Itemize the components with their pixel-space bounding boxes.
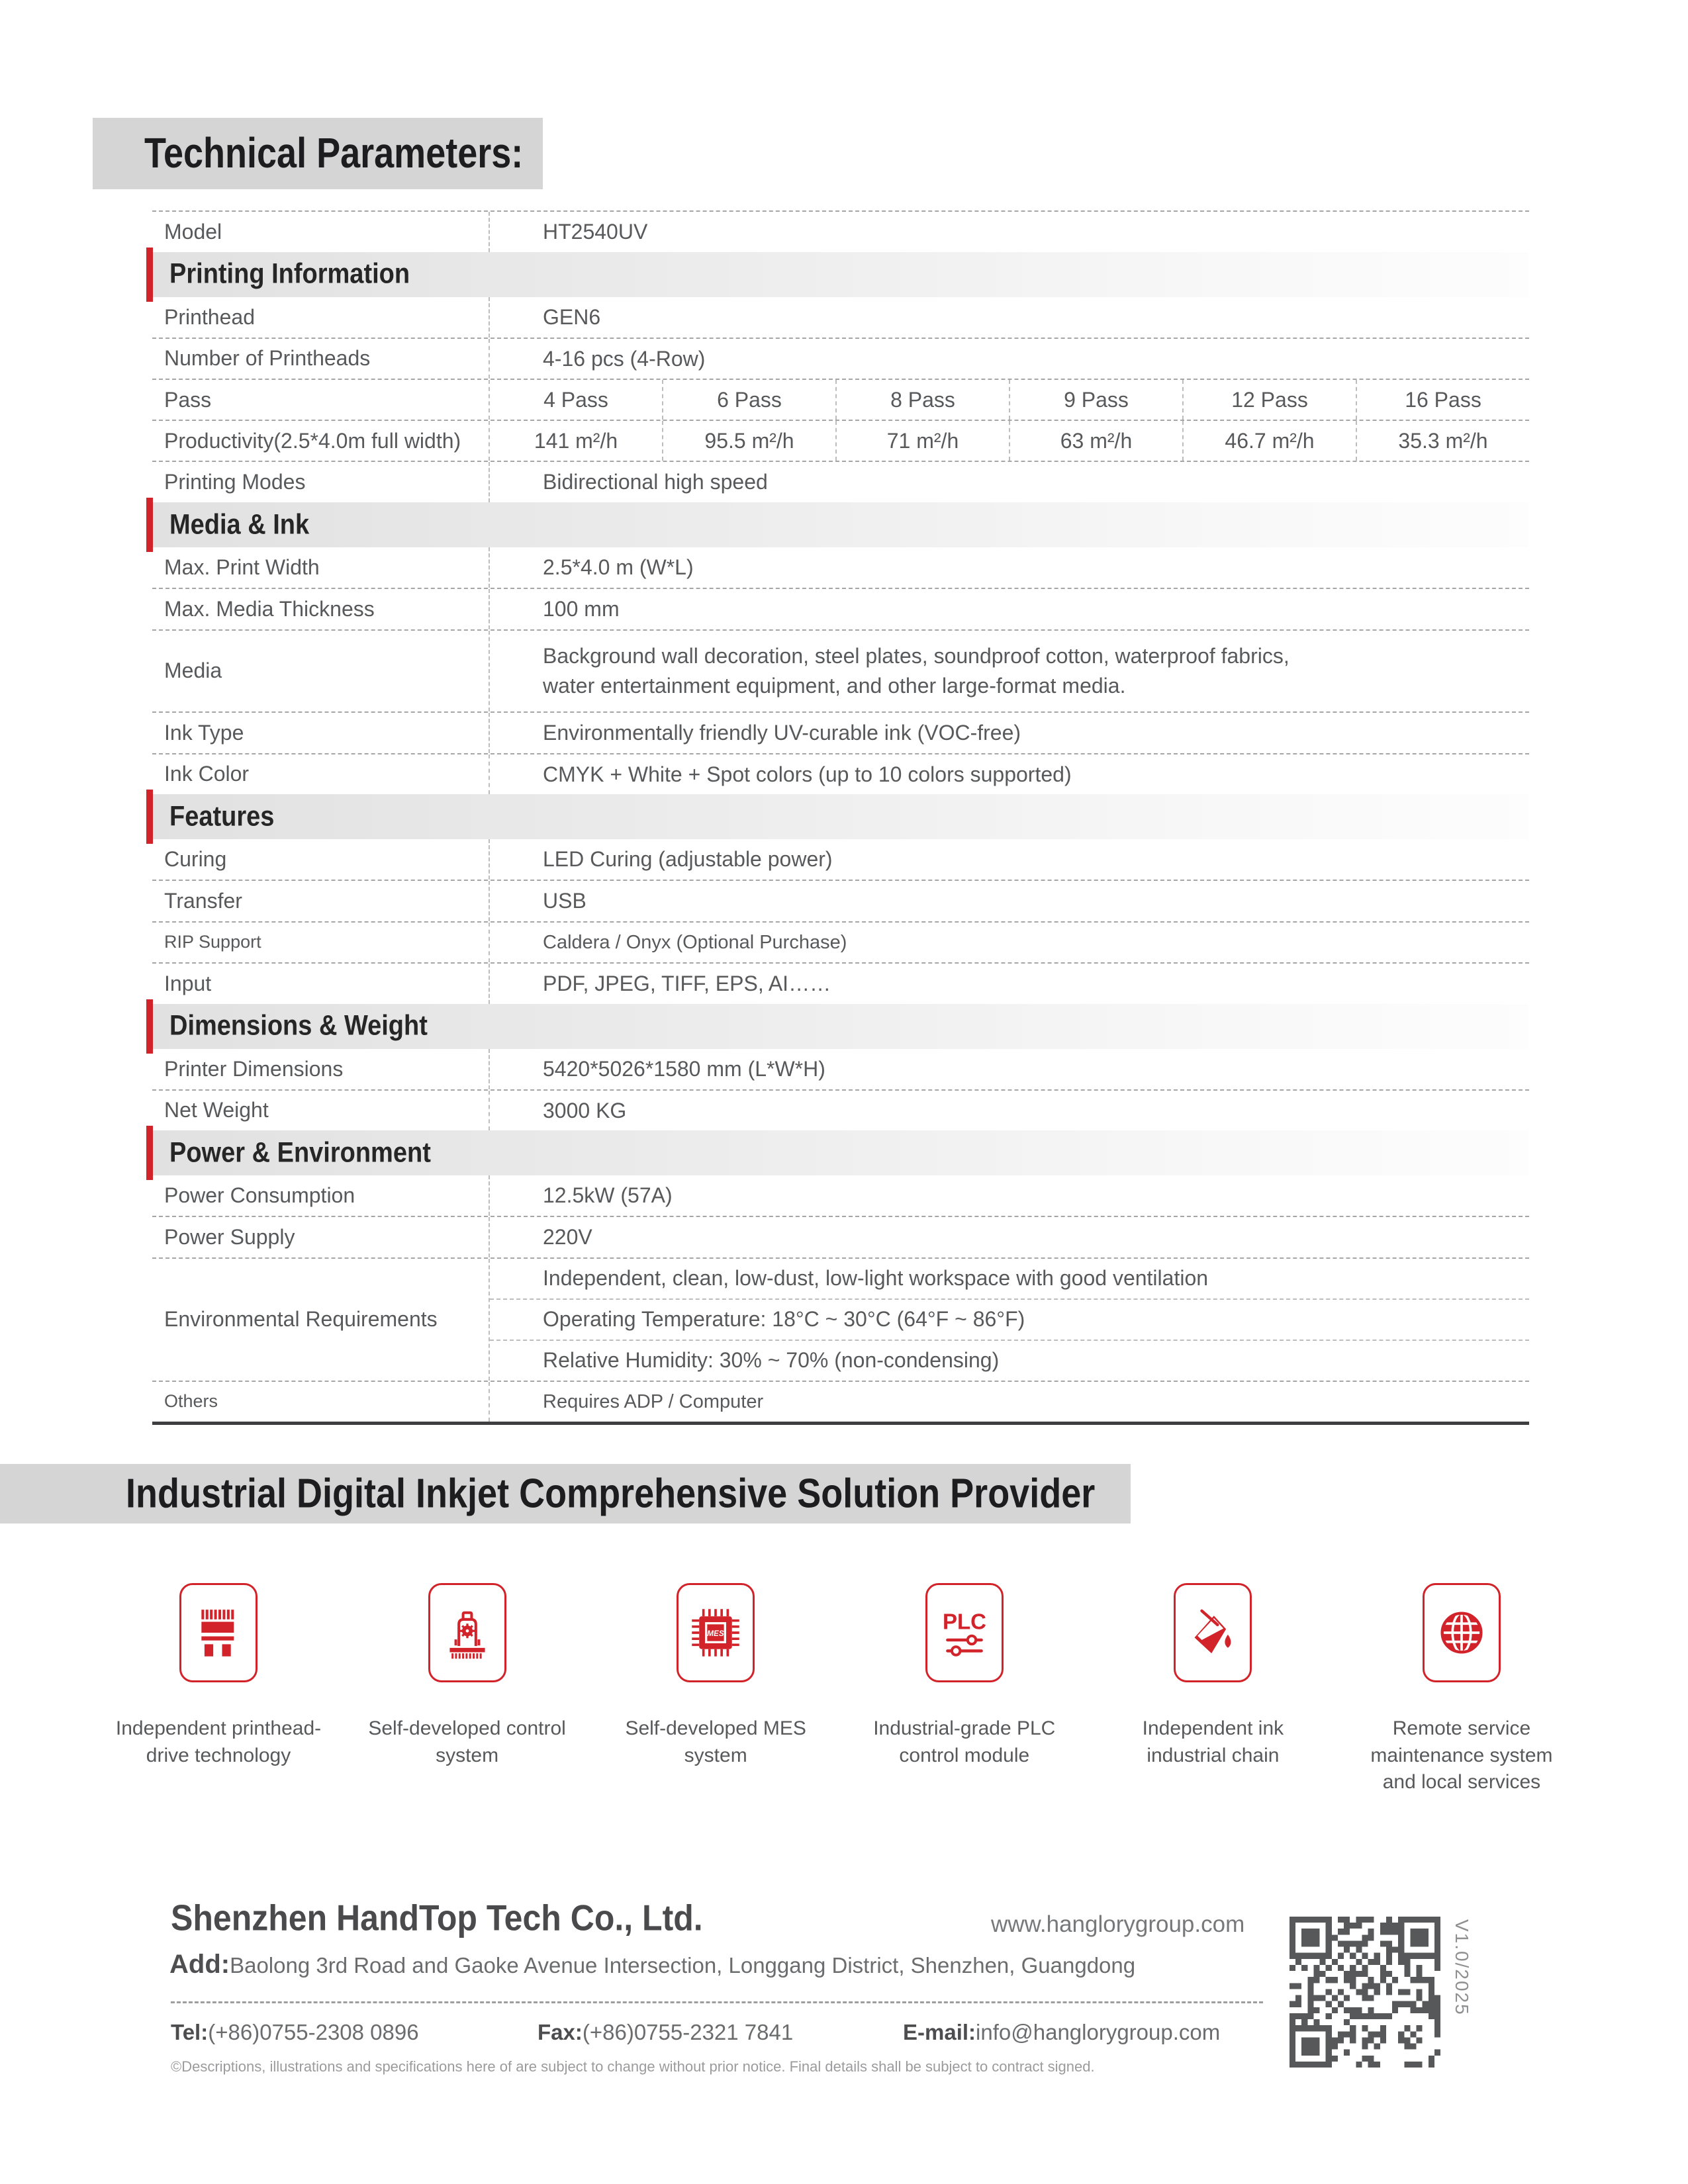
- spec-value: Requires ADP / Computer: [489, 1382, 1529, 1422]
- spec-value: USB: [489, 881, 1529, 921]
- spec-label: Others: [164, 1391, 218, 1412]
- spec-row: [152, 589, 1529, 631]
- section-header: [152, 794, 1529, 839]
- solution-card: [925, 1583, 1004, 1682]
- section-header: [152, 1130, 1529, 1175]
- spec-value: Bidirectional high speed: [489, 462, 1529, 502]
- plc-module-icon: [935, 1604, 994, 1662]
- spec-row: [152, 754, 1529, 795]
- footer-divider: [171, 2001, 1263, 2003]
- spec-row: [152, 547, 1529, 589]
- spec-row: [152, 1259, 1529, 1382]
- spec-label: Ink Color: [164, 762, 250, 786]
- spec-value: 12.5kW (57A): [489, 1175, 1529, 1216]
- spec-label: Ink Type: [164, 720, 244, 745]
- spec-value: 3000 KG: [489, 1091, 1529, 1131]
- solution-card: [179, 1583, 258, 1682]
- spec-label: Curing: [164, 847, 227, 872]
- spec-table: [152, 210, 1529, 1425]
- globe-icon: [1432, 1604, 1491, 1662]
- spec-label: Environmental Requirements: [164, 1307, 438, 1332]
- solutions-row: [115, 1583, 1553, 1796]
- solution-item: [368, 1583, 566, 1796]
- spec-cell: 6 Pass: [662, 380, 835, 420]
- spec-value: 4-16 pcs (4-Row): [489, 339, 1529, 379]
- email: E-mail:info@hanglorygroup.com: [903, 2020, 1221, 2044]
- solutions-banner: [0, 1464, 1131, 1524]
- svg-text:MES: MES: [707, 1629, 724, 1638]
- spec-value: 100 mm: [489, 589, 1529, 629]
- section-title: Power & Environment: [169, 1137, 431, 1169]
- spec-label: Printer Dimensions: [164, 1056, 344, 1081]
- spec-cell: 95.5 m²/h: [662, 421, 835, 461]
- solution-item: [1130, 1583, 1295, 1796]
- spec-value: 2.5*4.0 m (W*L): [489, 547, 1529, 588]
- spec-value: GEN6: [489, 297, 1529, 338]
- spec-row: [152, 1217, 1529, 1259]
- solution-label: Self-developed control system: [368, 1717, 566, 1766]
- spec-value: Environmentally friendly UV-curable ink (VOC-free): [489, 713, 1529, 753]
- spec-label: Transfer: [164, 889, 242, 913]
- spec-value: PDF, JPEG, TIFF, EPS, AI……: [489, 964, 1529, 1004]
- spec-cell: 4 Pass: [489, 380, 662, 420]
- spec-cell: 46.7 m²/h: [1182, 421, 1356, 461]
- solution-label: Independent ink industrial chain: [1142, 1717, 1284, 1766]
- spec-label: Net Weight: [164, 1098, 269, 1122]
- spec-cell: 8 Pass: [835, 380, 1009, 420]
- spec-row: [152, 631, 1529, 713]
- page-title: Technical Parameters:: [144, 130, 524, 177]
- spec-row: [152, 421, 1529, 462]
- spec-label: Model: [164, 219, 222, 244]
- address-text: Baolong 3rd Road and Gaoke Avenue Intersection, Longgang District, Shenzhen, Guangdong: [230, 1953, 1136, 1978]
- solutions-heading: Industrial Digital Inkjet Comprehensive Solution Provider: [126, 1471, 1096, 1517]
- title-banner: [93, 118, 543, 189]
- section-title: Dimensions & Weight: [169, 1010, 428, 1042]
- company-website: www.hanglorygroup.com: [991, 1911, 1245, 1937]
- spec-row: [152, 1382, 1529, 1422]
- spec-label: Input: [164, 971, 212, 995]
- solution-card: [428, 1583, 506, 1682]
- printhead-icon: [189, 1604, 248, 1662]
- spec-subrows: [489, 1259, 1529, 1381]
- spec-cell: 71 m²/h: [835, 421, 1009, 461]
- solution-card: [1174, 1583, 1252, 1682]
- spec-row: [152, 1175, 1529, 1217]
- spec-cell: 9 Pass: [1009, 380, 1182, 420]
- company-name: Shenzhen HandTop Tech Co., Ltd.: [171, 1897, 703, 1938]
- solution-label: Remote service maintenance system and local services: [1370, 1717, 1553, 1793]
- spec-value: Background wall decoration, steel plates, soundproof cotton, waterproof fabrics, water entertainment equipment, and other large-format media.: [489, 631, 1529, 711]
- spec-row: [152, 212, 1529, 252]
- spec-label: Number of Printheads: [164, 346, 371, 371]
- mes-chip-icon: [686, 1604, 745, 1662]
- spec-label: Pass: [164, 387, 212, 412]
- spec-cell: 63 m²/h: [1009, 421, 1182, 461]
- solution-card: [677, 1583, 755, 1682]
- spec-value: CMYK + White + Spot colors (up to 10 colors supported): [489, 754, 1529, 795]
- solution-label: Self-developed MES system: [625, 1717, 806, 1766]
- solution-item: [873, 1583, 1056, 1796]
- spec-label: Power Consumption: [164, 1183, 355, 1208]
- spec-row: [152, 1091, 1529, 1131]
- spec-value: Caldera / Onyx (Optional Purchase): [489, 923, 1529, 962]
- solution-item: [1370, 1583, 1553, 1796]
- solution-label: Independent printhead-drive technology: [115, 1717, 322, 1766]
- spec-label: RIP Support: [164, 932, 261, 952]
- spec-label: Printing Modes: [164, 470, 306, 494]
- spec-row: [152, 297, 1529, 339]
- spec-row: [152, 1049, 1529, 1091]
- spec-label: Max. Media Thickness: [164, 596, 375, 621]
- version-label: V1.0/2025: [1452, 1919, 1472, 2016]
- solution-item: [115, 1583, 322, 1796]
- section-title: Features: [169, 801, 275, 833]
- section-header: [152, 252, 1529, 297]
- spec-label: Media: [164, 659, 222, 683]
- spec-subrow-value: Independent, clean, low-dust, low-light workspace with good ventilation: [490, 1259, 1529, 1300]
- spec-value: 220V: [489, 1217, 1529, 1257]
- control-system-icon: [438, 1604, 496, 1662]
- spec-row: [152, 881, 1529, 923]
- spec-cell: 12 Pass: [1182, 380, 1356, 420]
- spec-label: Printhead: [164, 304, 255, 329]
- spec-value: LED Curing (adjustable power): [489, 839, 1529, 880]
- qr-code: [1289, 1917, 1440, 2068]
- spec-label: Max. Print Width: [164, 555, 320, 580]
- spec-label: Power Supply: [164, 1225, 295, 1250]
- svg-text:PLC: PLC: [942, 1609, 986, 1634]
- section-title: Media & Ink: [169, 509, 310, 541]
- spec-cell: 16 Pass: [1356, 380, 1529, 420]
- spec-label: Productivity(2.5*4.0m full width): [164, 428, 461, 453]
- spec-subrow-value: Operating Temperature: 18°C ~ 30°C (64°F ~ 86°F): [490, 1300, 1529, 1341]
- spec-row: [152, 462, 1529, 502]
- disclaimer-text: ©Descriptions, illustrations and specifications here of are subject to change without prior notice. Final details shall be subject to contract signed.: [171, 2058, 1095, 2075]
- section-header: [152, 1004, 1529, 1049]
- spec-row: [152, 380, 1529, 421]
- address-label: Add:: [169, 1950, 230, 1979]
- spec-cell: 141 m²/h: [489, 421, 662, 461]
- spec-row: [152, 839, 1529, 881]
- company-address: [169, 1950, 1135, 1979]
- spec-value: 5420*5026*1580 mm (L*W*H): [489, 1049, 1529, 1089]
- spec-subrow-value: Relative Humidity: 30% ~ 70% (non-condensing): [543, 1348, 1000, 1373]
- spec-row: [152, 713, 1529, 754]
- spec-value: HT2540UV: [489, 212, 1529, 252]
- spec-row: [152, 339, 1529, 381]
- fax: Fax:(+86)0755-2321 7841: [538, 2020, 794, 2044]
- spec-row: [152, 923, 1529, 964]
- section-header: [152, 502, 1529, 547]
- solution-label: Industrial-grade PLC control module: [873, 1717, 1056, 1766]
- telephone: Tel:(+86)0755-2308 0896: [171, 2020, 419, 2044]
- ink-bucket-icon: [1184, 1604, 1242, 1662]
- solution-item: [625, 1583, 806, 1796]
- section-title: Printing Information: [169, 258, 410, 290]
- spec-row: [152, 964, 1529, 1004]
- solution-card: [1423, 1583, 1501, 1682]
- spec-cell: 35.3 m²/h: [1356, 421, 1529, 461]
